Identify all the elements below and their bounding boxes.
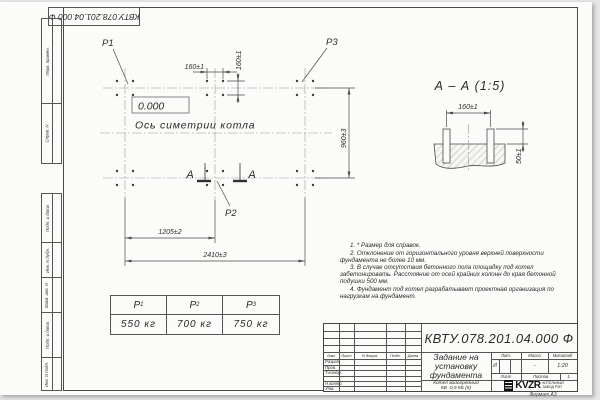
note-4: 4. Фундамент под котел разрабатывает проектная организация по нагрузкам на фундамент. [340,285,554,300]
format-label: Формат А3 [529,392,557,398]
tb-list-label: Лист [500,374,512,379]
tb-header-ndoc: N докум. [361,353,379,358]
logo-subtitle-line2: ЗАВОД РЭП [542,384,562,389]
margin-label: Справ. N [44,124,50,143]
elevation-label: 0.000 [138,100,165,113]
tb-lit-label: Лит. [501,353,511,358]
tb-product-line2: КВ -0,9 КБ (К) [440,385,472,391]
margin-label: Инв. N дубл. [44,247,50,273]
section-view-title: А – А (1:5) [434,79,506,93]
margin-label: Подп. и дата [44,204,50,232]
tb-massa-label: Масса [528,353,541,358]
section-dim-50: 50±1 [516,148,523,164]
section-mark-letter-right: А [248,169,256,181]
top-stamp-number: КВТУ.078.201.04.000 Ф [48,11,140,22]
margin-label: Подп. и дата [44,321,50,349]
tb-role-tkontr: Т.контр. [325,370,342,376]
section-mark-letter-left: А [186,169,194,181]
section-dim-160: 160±1 [458,104,478,111]
note-3: 3. В случае отсутствия бетонного пола площадку под котел забетонировать. Расстояние от осей крайних колонн до края бетонной подушки 500 мм. [340,264,556,285]
load-label-p1: P1 [102,38,114,49]
load-value-p1: 550 кг [111,315,167,334]
section-view [434,79,528,172]
tb-header-podp: Подп. [390,353,401,358]
load-value-p2: 700 кг [167,315,223,334]
tb-header-data: Дата [407,353,419,358]
tb-listov-value: 1 [567,374,570,379]
coil-icon [504,380,513,391]
note-1: 1. * Размер для справок. [350,242,421,249]
tb-role-nkontr: Н.контр. [325,380,343,386]
tb-lit-value: И [493,363,497,369]
technical-notes [340,243,580,301]
symmetry-axis-label: Ось симетрии котла [135,119,256,132]
logo-text: KVZR [515,380,541,391]
tb-role-razrab: Разраб. [325,359,341,365]
logo-subtitle [542,382,563,389]
anchor-bolt-right [487,129,494,163]
margin-label: Инв. N подл. [44,361,50,387]
tb-drawing-title: Задание на установку фундамента [429,351,483,380]
plan-view [100,37,355,266]
tb-listov-label: Листов [532,374,549,379]
dim-160-horizontal: 160±1 [184,64,204,71]
tb-header-izm: Изм. [327,353,336,358]
tb-role-utv: Утв. [325,385,335,391]
tb-doc-number: КВТУ.078.201.04.000 Ф [424,330,574,346]
anchor-bolt-left [443,129,450,163]
load-label-p3: P3 [326,37,338,48]
tb-product-line1: Котел водогрейный [433,380,479,386]
dim-160-vertical: 160±1 [236,50,243,70]
load-label-p2: P2 [225,208,237,219]
logo-subtitle-line1: КОТЕЛЬНЫЙ [542,380,564,385]
margin-label: Перв. примен. [44,46,50,76]
tb-masshtab-value: 1:20 [557,363,568,369]
dim-960: 960±3 [341,128,348,148]
load-table-header-p1: P 1 [111,296,167,315]
load-table [110,295,280,335]
dim-2410: 2410±3 [203,252,227,259]
dim-1205: 1205±2 [158,229,182,236]
title-block [323,323,578,392]
tb-header-list: Лист [341,353,352,358]
note-2: 2. Отклонение от горизонтального уровня верхней поверхности фундамента не более 10 мм. [340,249,544,264]
tb-role-prov: Пров. [325,364,337,370]
load-value-p3: 750 кг [233,319,269,330]
tb-massa-value: - [533,363,536,369]
tb-masshtab-label: Масштаб [552,353,573,358]
load-table-header-p3: P 3 [223,296,279,315]
margin-label: Взам. инв. N [44,282,50,308]
company-logo [491,380,577,391]
load-table-header-p2: P 2 [167,296,223,315]
